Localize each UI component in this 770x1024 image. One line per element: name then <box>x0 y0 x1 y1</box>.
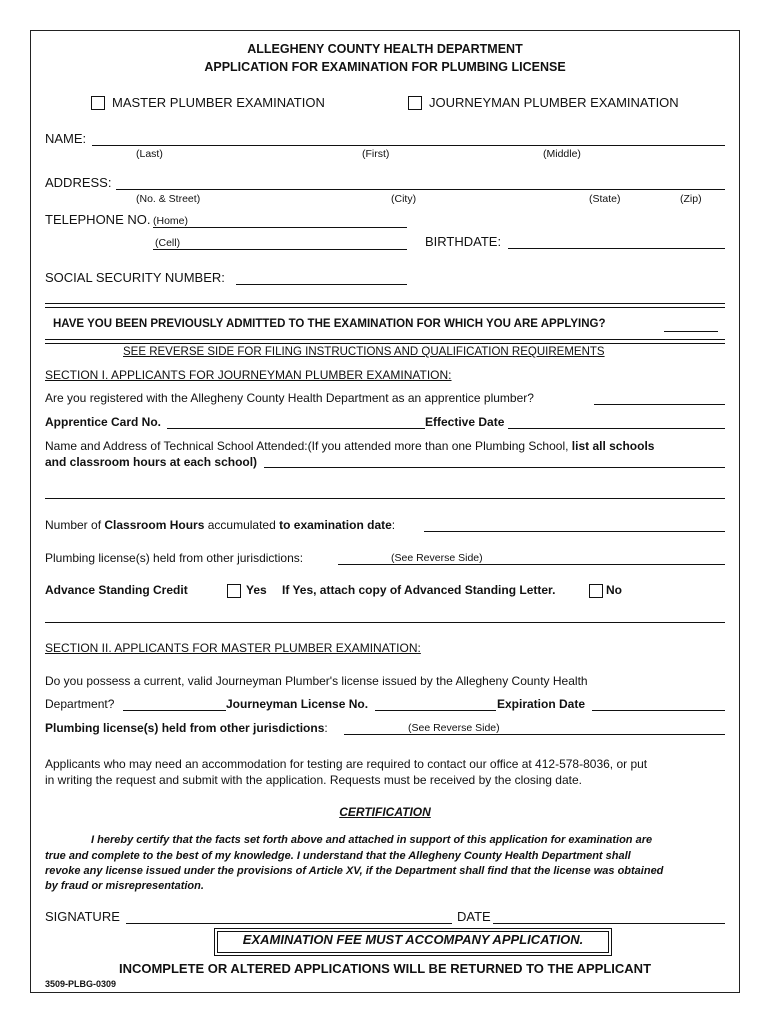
section-1-title: SECTION I. APPLICANTS FOR JOURNEYMAN PLUMBER EXAMINATION: <box>45 368 452 382</box>
previous-exam-field[interactable] <box>664 331 718 332</box>
hours-text-e: : <box>391 518 396 532</box>
advance-yes-checkbox[interactable] <box>227 584 241 598</box>
master-other-jur-colon: : <box>324 721 328 735</box>
journeyman-exam-label: JOURNEYMAN PLUMBER EXAMINATION <box>429 95 679 110</box>
technical-school-field[interactable] <box>264 467 725 468</box>
address-city-caption: (City) <box>391 193 417 205</box>
section-2-title: SECTION II. APPLICANTS FOR MASTER PLUMBER EXAMINATION: <box>45 641 421 655</box>
master-other-jurisdictions-field[interactable] <box>344 734 725 735</box>
form-number: 3509-PLBG-0309 <box>45 979 117 989</box>
master-other-jur-text: Plumbing license(s) held from other jurisdictions <box>45 721 325 735</box>
signature-field[interactable] <box>126 923 452 924</box>
master-exam-checkbox[interactable] <box>91 96 105 110</box>
journeyman-license-question-2: Department? <box>45 697 115 711</box>
name-last-caption: (Last) <box>136 148 163 160</box>
master-see-reverse-caption: (See Reverse Side) <box>408 722 500 734</box>
name-first-caption: (First) <box>362 148 390 160</box>
divider <box>45 339 725 344</box>
date-label: DATE <box>457 909 491 924</box>
section-divider <box>45 622 725 623</box>
telephone-cell-caption: (Cell) <box>155 237 181 249</box>
birthdate-label: BIRTHDATE: <box>425 234 502 249</box>
accommodation-notice-1: Applicants who may need an accommodation for testing are required to contact our office at 412-578-8036, or put <box>45 757 648 771</box>
hours-text-c: accumulated <box>204 518 280 532</box>
address-street-caption: (No. & Street) <box>136 193 201 205</box>
see-reverse-notice: SEE REVERSE SIDE FOR FILING INSTRUCTIONS AND QUALIFICATION REQUIREMENTS <box>123 346 605 358</box>
classroom-hours-field[interactable] <box>424 531 725 532</box>
classroom-hours-label <box>45 518 395 532</box>
school-text-c: and classroom hours at each school) <box>45 455 258 469</box>
apprentice-answer-field[interactable] <box>594 404 725 405</box>
advance-yes-label: Yes <box>246 583 267 597</box>
telephone-home-field[interactable] <box>153 227 407 228</box>
other-jurisdictions-field[interactable] <box>338 564 725 565</box>
address-zip-caption: (Zip) <box>680 193 702 205</box>
apprentice-question: Are you registered with the Allegheny County Health Department as an apprentice plumber? <box>45 391 534 405</box>
fee-notice: EXAMINATION FEE MUST ACCOMPANY APPLICATION. <box>242 932 584 947</box>
certification-line-1: I hereby certify that the facts set forth above and attached in support of this application for examination are <box>91 834 653 846</box>
see-reverse-side-caption: (See Reverse Side) <box>391 552 483 564</box>
ssn-field[interactable] <box>236 284 407 285</box>
date-field[interactable] <box>493 923 725 924</box>
master-exam-label: MASTER PLUMBER EXAMINATION <box>112 95 325 110</box>
school-text-b: list all schools <box>571 439 655 453</box>
effective-date-label: Effective Date <box>425 415 505 429</box>
incomplete-notice: INCOMPLETE OR ALTERED APPLICATIONS WILL BE RETURNED TO THE APPLICANT <box>118 961 652 976</box>
journeyman-license-field[interactable] <box>375 710 496 711</box>
certification-line-2: true and complete to the best of my knowledge. I understand that the Allegheny County Health Department shall <box>45 850 631 862</box>
telephone-label: TELEPHONE NO. <box>45 212 151 227</box>
technical-school-field-2[interactable] <box>45 498 725 499</box>
form-border <box>30 30 740 993</box>
signature-label: SIGNATURE <box>45 909 120 924</box>
advance-no-checkbox[interactable] <box>589 584 603 598</box>
master-other-jurisdictions-label <box>45 721 328 735</box>
expiration-date-label: Expiration Date <box>497 697 586 711</box>
advance-standing-label: Advance Standing Credit <box>45 583 188 597</box>
journeyman-license-question: Do you possess a current, valid Journeyman Plumber's license issued by the Allegheny County Health <box>45 674 588 688</box>
hours-text-a: Number of <box>45 518 105 532</box>
school-text-a: Name and Address of Technical School Attended:(If you attended more than one Plumbing School, <box>45 439 572 453</box>
divider <box>45 303 725 308</box>
advance-if-yes-note: If Yes, attach copy of Advanced Standing Letter. <box>282 583 556 597</box>
apprentice-card-field[interactable] <box>167 428 425 429</box>
name-field[interactable] <box>92 145 725 146</box>
ssn-label: SOCIAL SECURITY NUMBER: <box>45 270 225 285</box>
previous-exam-question: HAVE YOU BEEN PREVIOUSLY ADMITTED TO THE EXAMINATION FOR WHICH YOU ARE APPLYING? <box>53 318 606 330</box>
hours-text-d: to examination date <box>279 518 392 532</box>
journeyman-exam-checkbox[interactable] <box>408 96 422 110</box>
certification-line-4: by fraud or misrepresentation. <box>45 880 204 892</box>
journeyman-license-label: Journeyman License No. <box>226 697 369 711</box>
telephone-home-caption: (Home) <box>153 215 189 227</box>
address-state-caption: (State) <box>589 193 621 205</box>
name-middle-caption: (Middle) <box>543 148 581 160</box>
other-jurisdictions-label: Plumbing license(s) held from other jurisdictions: <box>45 551 304 565</box>
certification-heading: CERTIFICATION <box>339 805 431 819</box>
advance-no-label: No <box>606 583 622 597</box>
telephone-cell-field[interactable] <box>153 249 407 250</box>
accommodation-notice-2: in writing the request and submit with the application. Requests must be received by the closing date. <box>45 773 582 787</box>
certification-line-3: revoke any license issued under the provisions of Article XV, if the Department shall find that the license was obtained <box>45 865 664 877</box>
apprentice-card-label: Apprentice Card No. <box>45 415 162 429</box>
form-title: APPLICATION FOR EXAMINATION FOR PLUMBING LICENSE <box>204 60 566 74</box>
expiration-date-field[interactable] <box>592 710 725 711</box>
address-label: ADDRESS: <box>45 175 112 190</box>
birthdate-field[interactable] <box>508 248 725 249</box>
effective-date-field[interactable] <box>508 428 725 429</box>
name-label: NAME: <box>45 131 87 146</box>
technical-school-label <box>45 439 654 453</box>
hours-text-b: Classroom Hours <box>104 518 205 532</box>
department-answer-field[interactable] <box>123 710 226 711</box>
department-title: ALLEGHENY COUNTY HEALTH DEPARTMENT <box>247 42 523 56</box>
address-field[interactable] <box>116 189 725 190</box>
